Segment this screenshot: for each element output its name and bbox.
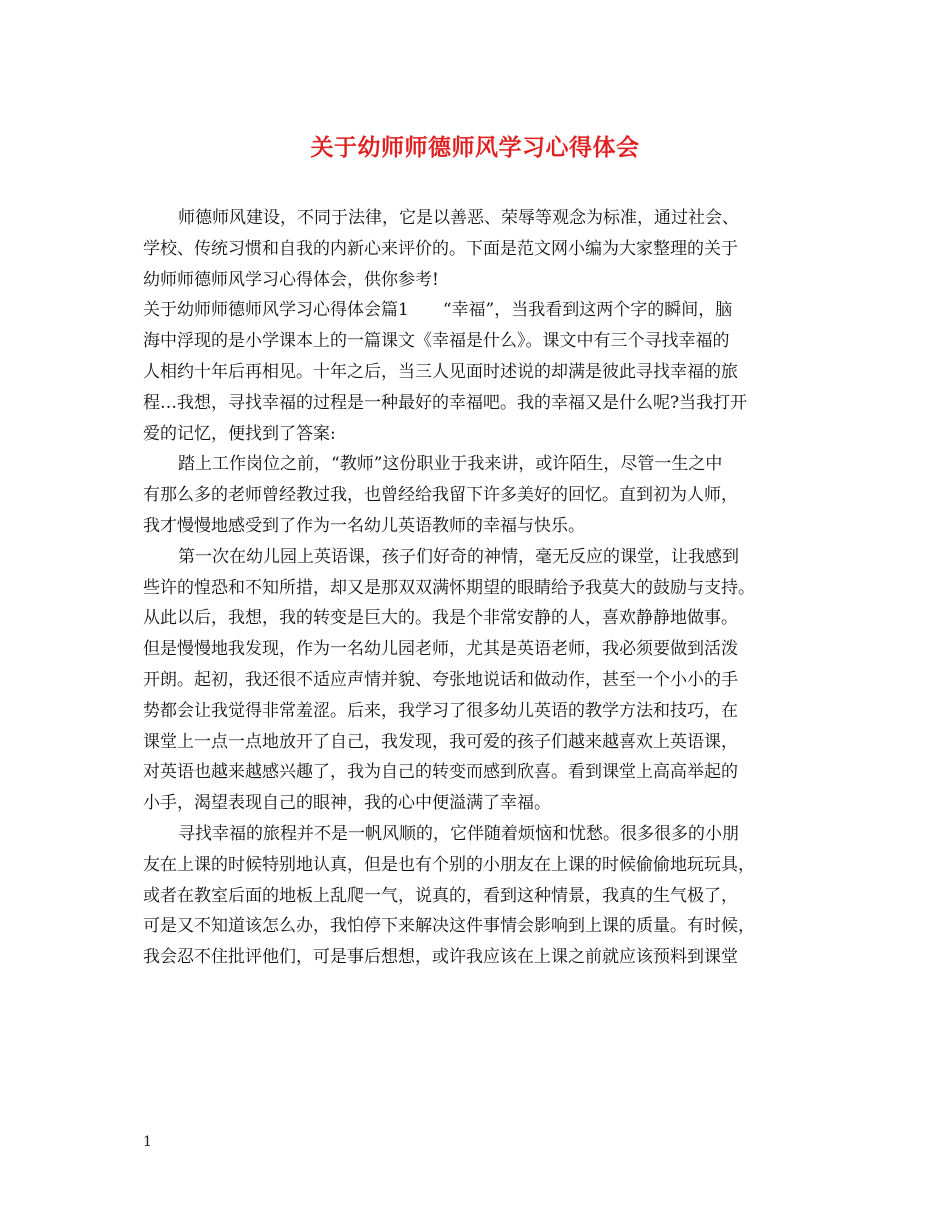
text-line: 开朗。起初，我还很不适应声情并貌、夸张地说话和做动作，甚至一个小小的手 xyxy=(143,669,738,690)
text-line: 关于幼师师德师风学习心得体会篇1 “幸福”，当我看到这两个字的瞬间，脑 xyxy=(143,300,733,321)
text-line: 或者在教室后面的地板上乱爬一气，说真的，看到这种情景，我真的生气极了， xyxy=(143,885,738,906)
text-line: 但是慢慢地我发现，作为一名幼儿园老师，尤其是英语老师，我必须要做到活泼 xyxy=(143,639,738,660)
text-line: 幼师师德师风学习心得体会，供你参考! xyxy=(143,269,439,290)
text-line: 从此以后，我想，我的转变是巨大的。我是个非常安静的人，喜欢静静地做事。 xyxy=(143,608,738,629)
text-line: 人相约十年后再相见。十年之后，当三人见面时述说的却满是彼此寻找幸福的旅 xyxy=(143,361,738,382)
text-line: 小手，渴望表现自己的眼神，我的心中便溢满了幸福。 xyxy=(143,793,551,814)
text-line: 课堂上一点一点地放开了自己，我发现，我可爱的孩子们越来越喜欢上英语课， xyxy=(143,731,738,752)
text-line: 我会忍不住批评他们，可是事后想想，或许我应该在上课之前就应该预料到课堂 xyxy=(143,947,738,968)
text-line: 海中浮现的是小学课本上的一篇课文《幸福是什么》。课文中有三个寻找幸福的 xyxy=(143,331,730,352)
text-line: 师德师风建设，不同于法律，它是以善恶、荣辱等观念为标准，通过社会、 xyxy=(178,208,739,228)
text-line: 友在上课的时候特别地认真，但是也有个别的小朋友在上课的时候偷偷地玩玩具， xyxy=(143,854,755,875)
text-line: 爱的记忆，便找到了答案: xyxy=(143,423,336,444)
text-line: 学校、传统习惯和自我的内新心来评价的。下面是范文网小编为大家整理的关于 xyxy=(143,238,738,259)
document-title: 关于幼师师德师风学习心得体会 xyxy=(310,134,640,161)
text-line: 寻找幸福的旅程并不是一帆风顺的，它伴随着烦恼和忧愁。很多很多的小朋 xyxy=(178,823,739,844)
text-line: 踏上工作岗位之前，“教师”这份职业于我来讲，或许陌生，尽管一生之中 xyxy=(178,454,723,475)
text-line: 些许的惶恐和不知所措，却又是那双双满怀期望的眼睛给予我莫大的鼓励与支持。 xyxy=(143,577,755,598)
text-line: 可是又不知道该怎么办，我怕停下来解决这件事情会影响到上课的质量。有时候， xyxy=(143,916,755,937)
text-line: 我才慢慢地感受到了作为一名幼儿英语教师的幸福与快乐。 xyxy=(143,515,585,536)
text-line: 程…我想，寻找幸福的过程是一种最好的幸福吧。我的幸福又是什么呢?当我打开 xyxy=(143,392,748,413)
page-number: 1 xyxy=(143,1134,152,1150)
text-line: 势都会让我觉得非常羞涩。后来，我学习了很多幼儿英语的教学方法和技巧，在 xyxy=(143,700,738,721)
text-line: 有那么多的老师曾经教过我，也曾经给我留下许多美好的回忆。直到初为人师， xyxy=(143,485,738,506)
text-line: 对英语也越来越感兴趣了，我为自己的转变而感到欣喜。看到课堂上高高举起的 xyxy=(143,762,738,783)
document-body xyxy=(143,203,823,973)
text-line: 第一次在幼儿园上英语课，孩子们好奇的神情，毫无反应的课堂，让我感到 xyxy=(178,546,739,567)
